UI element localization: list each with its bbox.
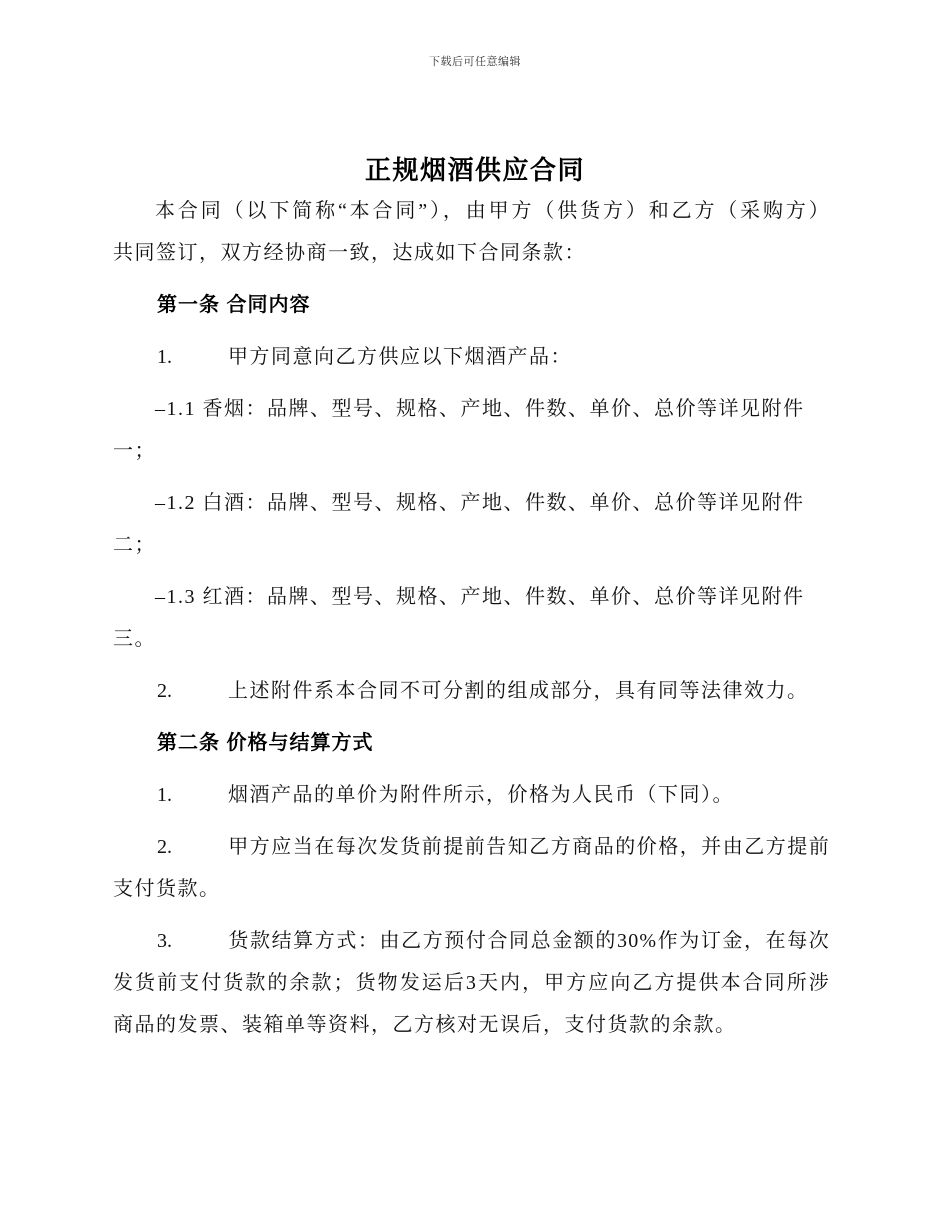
intro-paragraph <box>113 190 830 274</box>
item-text: 甲方同意向乙方供应以下烟酒产品： <box>228 346 572 368</box>
paragraph-line <box>113 336 830 378</box>
item-number: 1. <box>157 784 172 806</box>
paragraph-line: 一； <box>113 440 156 462</box>
item-text: 甲方应当在每次发货前提前告知乙方商品的价格，并由乙方提前 <box>228 836 830 858</box>
article-heading <box>113 284 830 326</box>
item-number: 2. <box>157 836 172 858</box>
numbered-item <box>113 826 830 910</box>
item-text: 烟酒产品的单价为附件所示，价格为人民币（下同）。 <box>228 784 734 806</box>
item-number: 1. <box>157 346 172 368</box>
paragraph-line: –1.1 香烟：品牌、型号、规格、产地、件数、单价、总价等详见附件 <box>155 398 805 420</box>
header-note: 下载后可任意编辑 <box>429 56 521 68</box>
item-text: 上述附件系本合同不可分割的组成部分，具有同等法律效力。 <box>228 680 809 702</box>
paragraph-line <box>113 826 830 868</box>
paragraph-line: 发货前支付货款的余款；货物发运后3天内，甲方应向乙方提供本合同所涉 <box>113 972 830 994</box>
paragraph-line: 三。 <box>113 628 156 650</box>
paragraph-line: –1.3 红酒：品牌、型号、规格、产地、件数、单价、总价等详见附件 <box>155 586 805 608</box>
paragraph-line: 共同签订，双方经协商一致，达成如下合同条款： <box>113 242 586 264</box>
paragraph-line: 支付货款。 <box>113 878 221 900</box>
numbered-item <box>113 336 830 378</box>
item-number: 3. <box>157 930 172 952</box>
document-body <box>113 190 830 1046</box>
numbered-item <box>113 774 830 816</box>
paragraph-line <box>113 670 830 712</box>
article-heading-text: 第二条 价格与结算方式 <box>157 732 374 754</box>
paragraph-line: 本合同（以下简称“本合同”），由甲方（供货方）和乙方（采购方） <box>155 200 830 222</box>
document-title: 正规烟酒供应合同 <box>364 155 585 185</box>
numbered-item <box>113 670 830 712</box>
paragraph-line: –1.2 白酒：品牌、型号、规格、产地、件数、单价、总价等详见附件 <box>155 492 805 514</box>
numbered-item <box>113 920 830 1046</box>
article-heading <box>113 722 830 764</box>
sub-item <box>113 576 830 660</box>
item-text: 货款结算方式：由乙方预付合同总金额的30%作为订金，在每次 <box>228 930 830 952</box>
sub-item <box>113 482 830 566</box>
article-heading-text: 第一条 合同内容 <box>157 294 311 316</box>
paragraph-line <box>113 920 830 962</box>
sub-item <box>113 388 830 472</box>
paragraph-line <box>113 774 830 816</box>
paragraph-line: 二； <box>113 534 156 556</box>
paragraph-line: 商品的发票、装箱单等资料，乙方核对无误后，支付货款的余款。 <box>113 1014 737 1036</box>
item-number: 2. <box>157 680 172 702</box>
